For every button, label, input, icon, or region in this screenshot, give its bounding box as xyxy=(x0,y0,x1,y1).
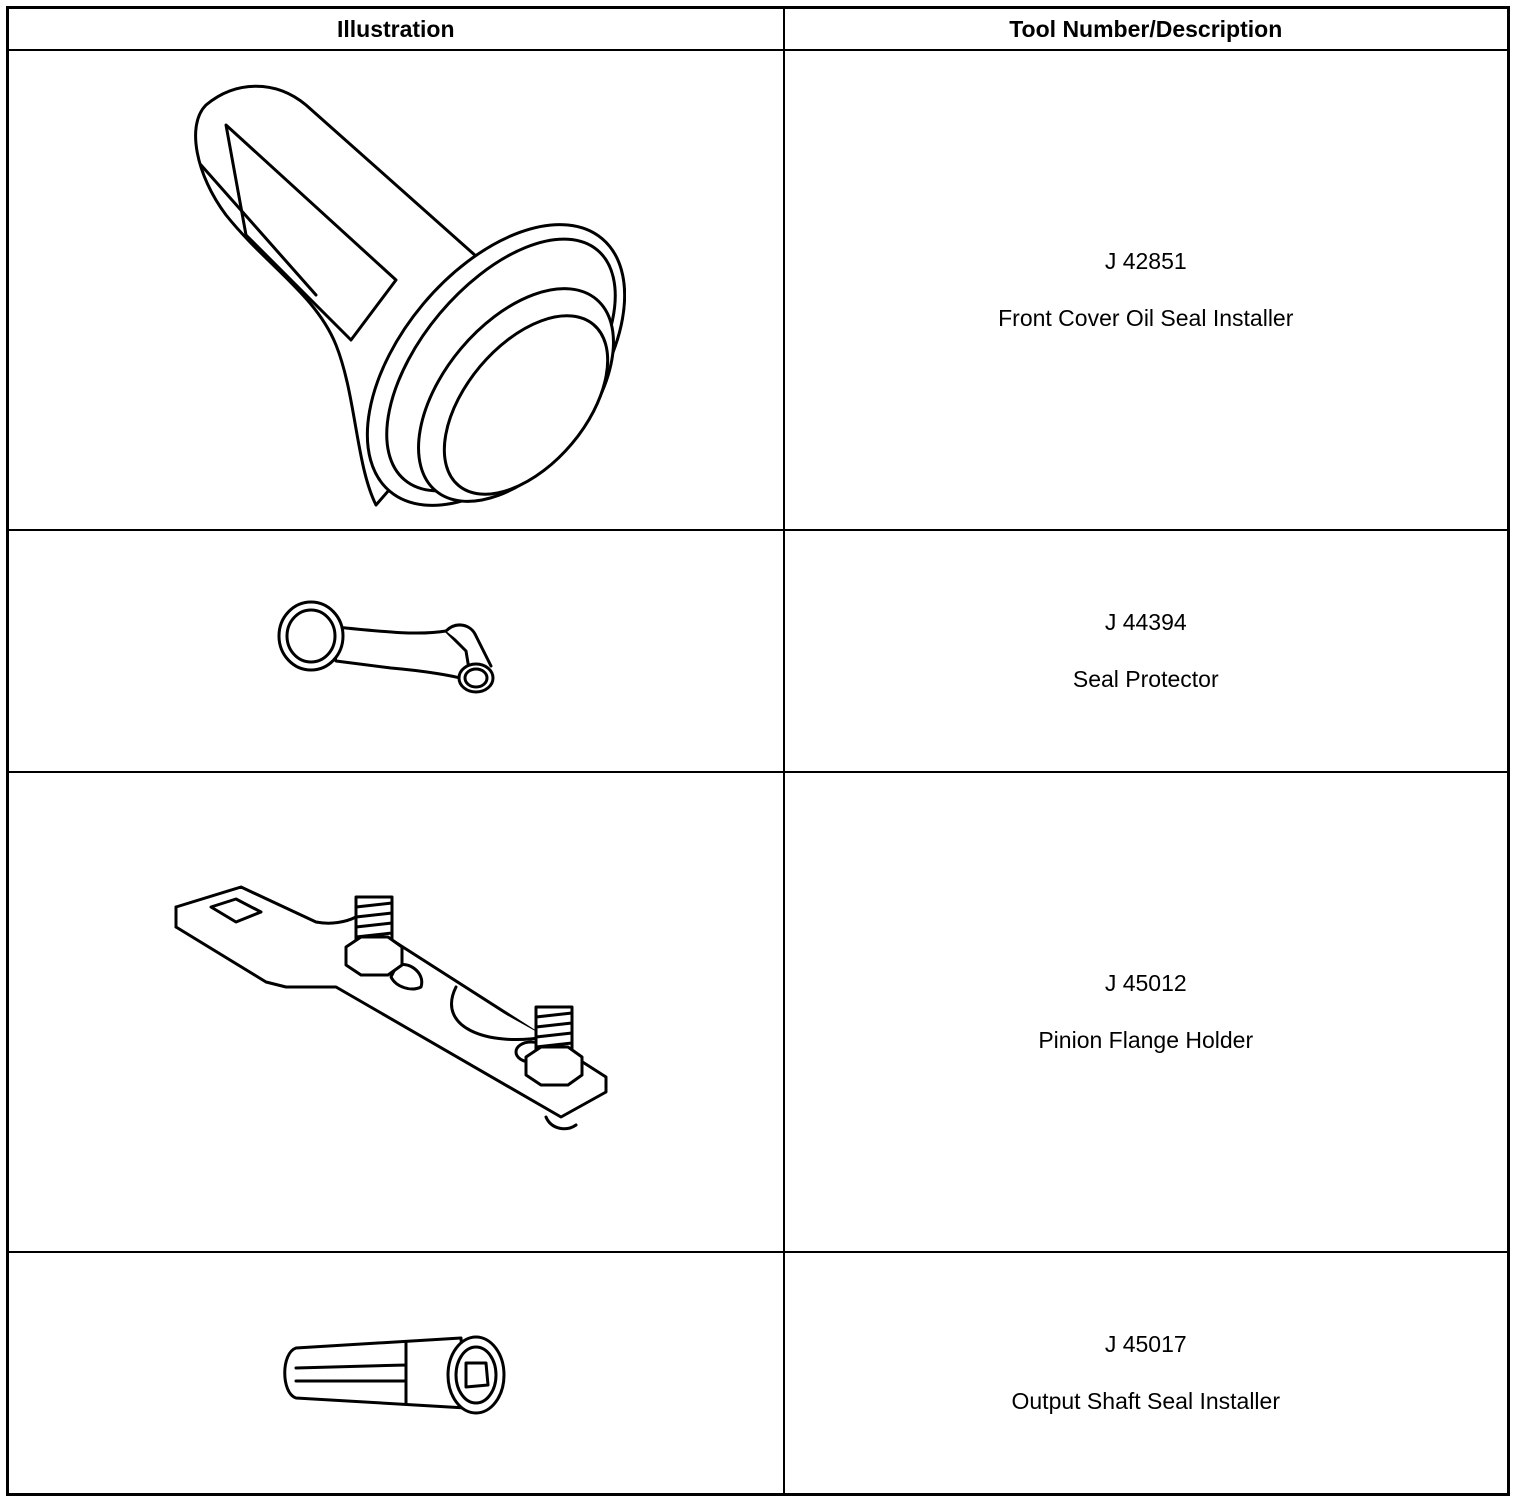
illustration-cell xyxy=(8,530,784,772)
seal-installer-icon xyxy=(166,65,626,515)
table-row xyxy=(8,530,1509,772)
special-tools-table xyxy=(6,6,1510,1496)
tool-name: Output Shaft Seal Installer xyxy=(1011,1387,1280,1414)
header-row xyxy=(8,8,1509,51)
tool-name: Front Cover Oil Seal Installer xyxy=(998,305,1294,331)
tool-description-cell xyxy=(784,530,1509,772)
tool-description-cell xyxy=(784,50,1509,530)
illustration-cell xyxy=(8,1252,784,1494)
tool-number: J 42851 xyxy=(1104,248,1187,274)
header-illustration: Illustration xyxy=(8,8,784,51)
seal-protector-icon xyxy=(266,596,526,706)
tool-number: J 44394 xyxy=(1104,609,1187,635)
header-tool-description: Tool Number/Description xyxy=(784,8,1509,51)
table-row xyxy=(8,50,1509,530)
output-shaft-installer-icon xyxy=(276,1323,516,1423)
table-row xyxy=(8,1252,1509,1494)
tool-description-cell xyxy=(784,772,1509,1252)
tool-number: J 45012 xyxy=(1104,970,1187,996)
flange-holder-icon xyxy=(166,877,626,1147)
tool-description-cell xyxy=(784,1252,1509,1494)
tool-name: Seal Protector xyxy=(1072,666,1219,692)
illustration-cell xyxy=(8,50,784,530)
tool-name: Pinion Flange Holder xyxy=(1038,1027,1254,1053)
tool-number: J 45017 xyxy=(1104,1330,1187,1357)
table-row xyxy=(8,772,1509,1252)
illustration-cell xyxy=(8,772,784,1252)
